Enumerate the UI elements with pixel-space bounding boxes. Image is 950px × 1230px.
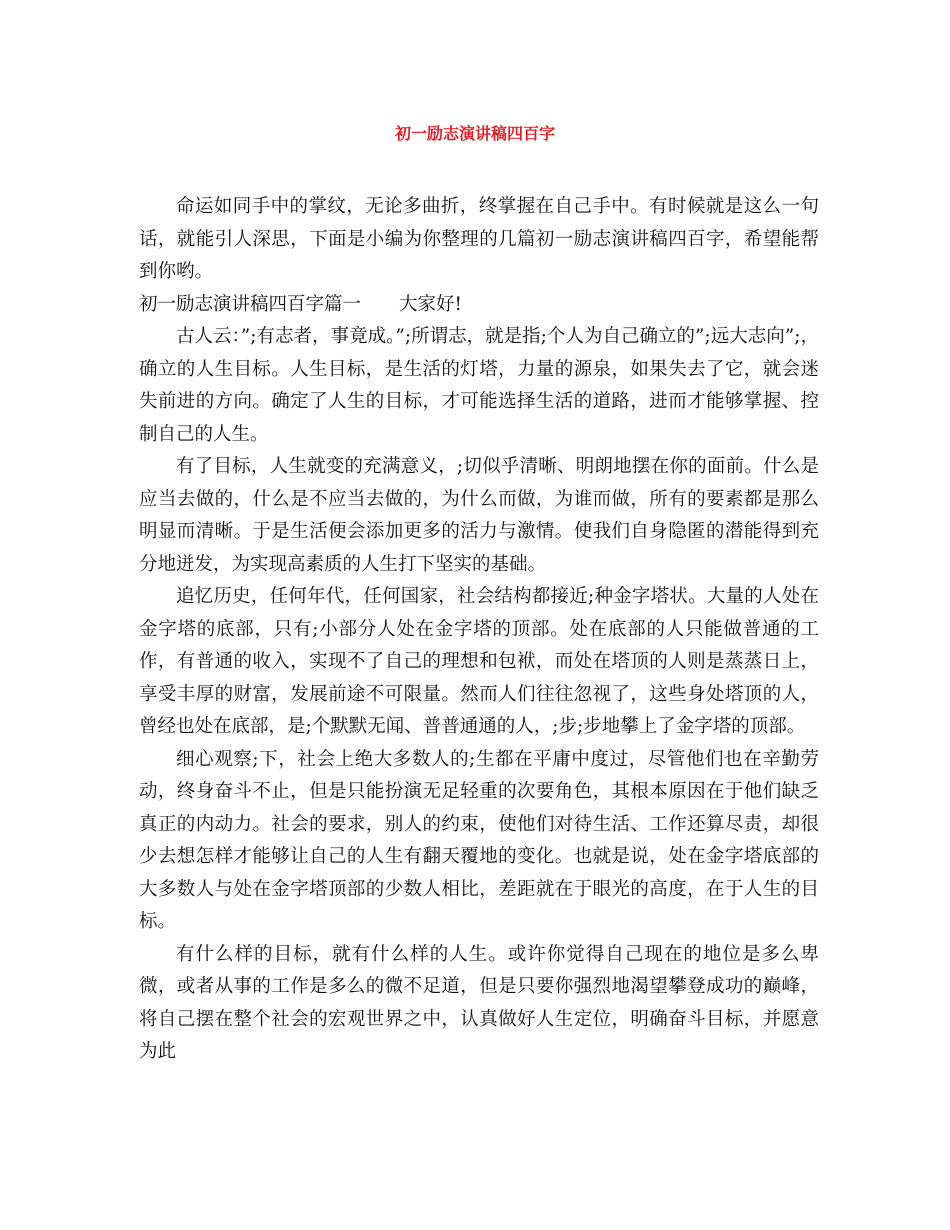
- body-paragraph-3: 追忆历史，任何年代，任何国家，社会结构都接近;种金字塔状。大量的人处在金字塔的底部，只有;小部分人处在金字塔的顶部。处在底部的人只能做普通的工作，有普通的收入，实现不了自己的理想和包袱，而处在塔顶的人则是蒸蒸日上，享受丰厚的财富，发展前途不可限量。然而人们往往忽视了，这些身处塔顶的人，曾经也处在底部，是;个默默无闻、普普通通的人，;步;步地攀上了金字塔的顶部。: [139, 586, 819, 737]
- document-title: 初一励志演讲稿四百字: [394, 124, 555, 143]
- greeting: 大家好!: [399, 293, 462, 315]
- document-body: [139, 191, 819, 1069]
- intro-paragraph: 命运如同手中的掌纹，无论多曲折，终掌握在自己手中。有时候就是这么一句话，就能引人深思，下面是小编为你整理的几篇初一励志演讲稿四百字，希望能帮到你哟。: [139, 196, 819, 282]
- body-paragraph-2: 有了目标，人生就变的充满意义，;切似乎清晰、明朗地摆在你的面前。什么是应当去做的，什么是不应当去做的，为什么而做，为谁而做，所有的要素都是那么明显而清晰。于是生活便会添加更多的活力与激情。使我们自身隐匿的潜能得到充分地迸发，为实现高素质的人生打下坚实的基础。: [139, 456, 819, 575]
- section-heading: 初一励志演讲稿四百字篇一: [139, 293, 362, 315]
- body-paragraph-4: 细心观察;下，社会上绝大多数人的;生都在平庸中度过，尽管他们也在辛勤劳动，终身奋斗不止，但是只能扮演无足轻重的次要角色，其根本原因在于他们缺乏真正的内动力。社会的要求，别人的约束，使他们对待生活、工作还算尽责，却很少去想怎样才能够让自己的人生有翻天覆地的变化。也就是说，处在金字塔底部的大多数人与处在金字塔顶部的少数人相比，差距就在于眼光的高度，在于人生的目标。: [139, 748, 819, 932]
- body-paragraph-5: 有什么样的目标，就有什么样的人生。或许你觉得自己现在的地位是多么卑微，或者从事的工作是多么的微不足道，但是只要你强烈地渴望攀登成功的巅峰，将自己摆在整个社会的宏观世界之中，认真做好人生定位，明确奋斗目标，并愿意为此: [139, 943, 819, 1062]
- section-heading-line: [139, 289, 819, 322]
- body-paragraph-1: 古人云：”;有志者，事竟成。”;所谓志，就是指;个人为自己确立的”;远大志向”;，确立的人生目标。人生目标，是生活的灯塔，力量的源泉，如果失去了它，就会迷失前进的方向。确定了人生的目标，才可能选择生活的道路，进而才能够掌握、控制自己的人生。: [139, 326, 819, 445]
